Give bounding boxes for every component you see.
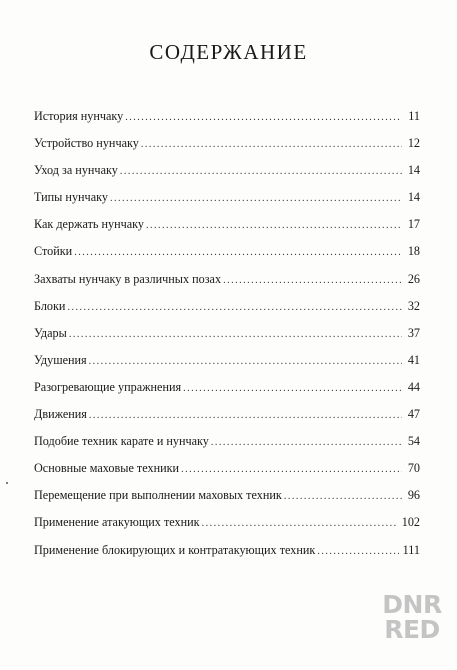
toc-entry [34, 272, 420, 299]
toc-entry-title: Уход за нунчаку [34, 163, 118, 178]
toc-entry-title: Удушения [34, 352, 87, 367]
toc-dot-leader [89, 356, 402, 367]
toc-entry-page: 17 [407, 217, 420, 232]
toc-entry-title: История нунчаку [34, 109, 124, 123]
toc-entry-page: 70 [407, 461, 420, 476]
toc-dot-leader [125, 112, 402, 123]
toc-entry [34, 244, 420, 271]
toc-entry-title: Захваты нунчаку в различных позах [34, 271, 222, 286]
toc-entry-title: Применение атакующих техник [34, 515, 200, 530]
toc-dot-leader [141, 139, 402, 150]
watermark-line-1: DNR [382, 590, 442, 619]
watermark-line-2: RED [384, 615, 440, 644]
toc-entry [34, 217, 420, 244]
toc-dot-leader [69, 329, 402, 340]
toc-dot-leader [223, 275, 402, 286]
toc-entry-title: Разогревающие упражнения [34, 379, 182, 394]
toc-entry-title: Движения [34, 407, 87, 422]
toc-entry [34, 299, 420, 326]
toc-entry [34, 488, 420, 515]
toc-dot-leader [120, 166, 402, 177]
toc-dot-leader [89, 410, 402, 421]
table-of-contents [34, 109, 420, 570]
toc-entry-title: Удары [34, 325, 67, 340]
toc-entry [34, 380, 420, 407]
toc-dot-leader [317, 546, 398, 557]
toc-entry [34, 407, 420, 434]
toc-entry [34, 136, 420, 163]
page-title: СОДЕРЖАНИЕ [149, 40, 308, 64]
toc-entry [34, 434, 420, 461]
toc-entry [34, 190, 420, 217]
toc-dot-leader [110, 193, 402, 204]
toc-entry-page: 102 [401, 515, 420, 530]
toc-entry-title: Перемещение при выполнении маховых техник [34, 488, 282, 503]
toc-entry [34, 353, 420, 380]
toc-entry [34, 163, 420, 190]
toc-entry-title: Основные маховые техники [34, 461, 180, 476]
toc-entry-page: 14 [407, 163, 420, 178]
toc-dot-leader [67, 302, 402, 313]
toc-entry-page: 111 [402, 542, 420, 557]
toc-entry-title: Применение блокирующих и контратакующих техник [34, 542, 316, 557]
toc-entry-title: Типы нунчаку [34, 190, 108, 205]
toc-entry-page: 96 [407, 488, 420, 503]
toc-dot-leader [202, 518, 398, 529]
toc-entry-page: 14 [407, 190, 420, 205]
toc-entry-page: 44 [407, 379, 420, 394]
toc-entry-page: 12 [407, 136, 420, 151]
toc-entry [34, 515, 420, 542]
toc-entry-page: 26 [407, 271, 420, 286]
toc-entry-title: Стойки [34, 244, 73, 259]
toc-entry-page: 32 [407, 298, 420, 313]
toc-dot-leader [211, 437, 402, 448]
toc-entry [34, 461, 420, 488]
toc-dot-leader [146, 220, 402, 231]
toc-entry-title: Блоки [34, 298, 66, 313]
toc-dot-leader [183, 383, 402, 394]
toc-entry-title: Устройство нунчаку [34, 136, 139, 151]
toc-entry-page: 54 [407, 434, 420, 449]
toc-dot-leader [181, 464, 402, 475]
toc-entry-page: 41 [407, 352, 420, 367]
toc-dot-leader [284, 491, 402, 502]
scan-speck [6, 482, 8, 484]
toc-entry-title: Подобие техник карате и нунчаку [34, 434, 209, 449]
toc-entry [34, 326, 420, 353]
toc-dot-leader [74, 247, 402, 258]
toc-entry [34, 543, 420, 570]
toc-entry-page: 11 [408, 109, 420, 123]
toc-entry-page: 47 [407, 407, 420, 422]
toc-entry-page: 37 [407, 325, 420, 340]
toc-entry [34, 109, 420, 136]
toc-entry-page: 18 [407, 244, 420, 259]
watermark-logo [377, 592, 447, 642]
toc-entry-title: Как держать нунчаку [34, 217, 145, 232]
